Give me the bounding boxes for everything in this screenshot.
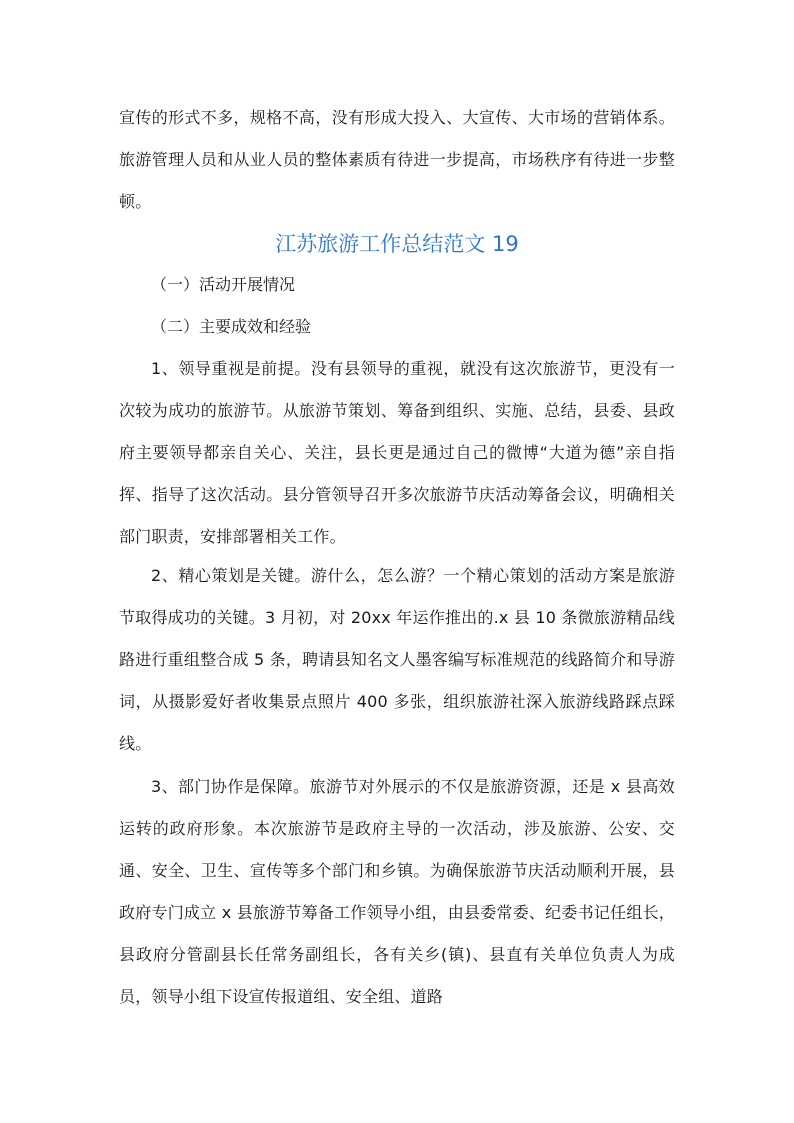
- body-paragraph-1: 1、领导重视是前提。没有县领导的重视，就没有这次旅游节，更没有一次较为成功的旅游节。从旅游节策划、筹备到组织、实施、总结，县委、县政府主要领导都亲自关心、关注，县长更是通过自己的微博“大道为德”亲自指挥、指导了这次活动。县分管领导召开多次旅游节庆活动筹备会议，明确相关部门职责，安排部署相关工作。: [119, 359, 675, 547]
- section-heading-2: （二）主要成效和经验: [151, 317, 312, 336]
- intro-paragraph: 宣传的形式不多，规格不高，没有形成大投入、大宣传、大市场的营销体系。旅游管理人员和从业人员的整体素质有待进一步提高，市场秩序有待进一步整顿。: [119, 108, 675, 212]
- document-title: 江苏旅游工作总结范文 19: [275, 232, 519, 256]
- body-paragraph-2: 2、精心策划是关键。游什么，怎么游？一个精心策划的活动方案是旅游节取得成功的关键。3 月初，对 20xx 年运作推出的.x 县 10 条微旅游精品线路进行重组整合成 5 条，聘请县知名文人墨客编写标准规范的线路简介和导游词，从摄影爱好者收集景点照片 400 多张，组织旅游社深入旅游线路踩点踩线。: [119, 566, 675, 754]
- body-paragraph-3: 3、部门协作是保障。旅游节对外展示的不仅是旅游资源，还是 x 县高效运转的政府形象。本次旅游节是政府主导的一次活动，涉及旅游、公安、交通、安全、卫生、宣传等多个部门和乡镇。为确保旅游节庆活动顺利开展，县政府专门成立 x 县旅游节筹备工作领导小组，由县委常委、纪委书记任组长，县政府分管副县长任常务副组长，各有关乡(镇)、县直有关单位负责人为成员，领导小组下设宣传报道组、安全组、道路: [119, 777, 675, 1007]
- section-heading-1: （一）活动开展情况: [151, 275, 296, 294]
